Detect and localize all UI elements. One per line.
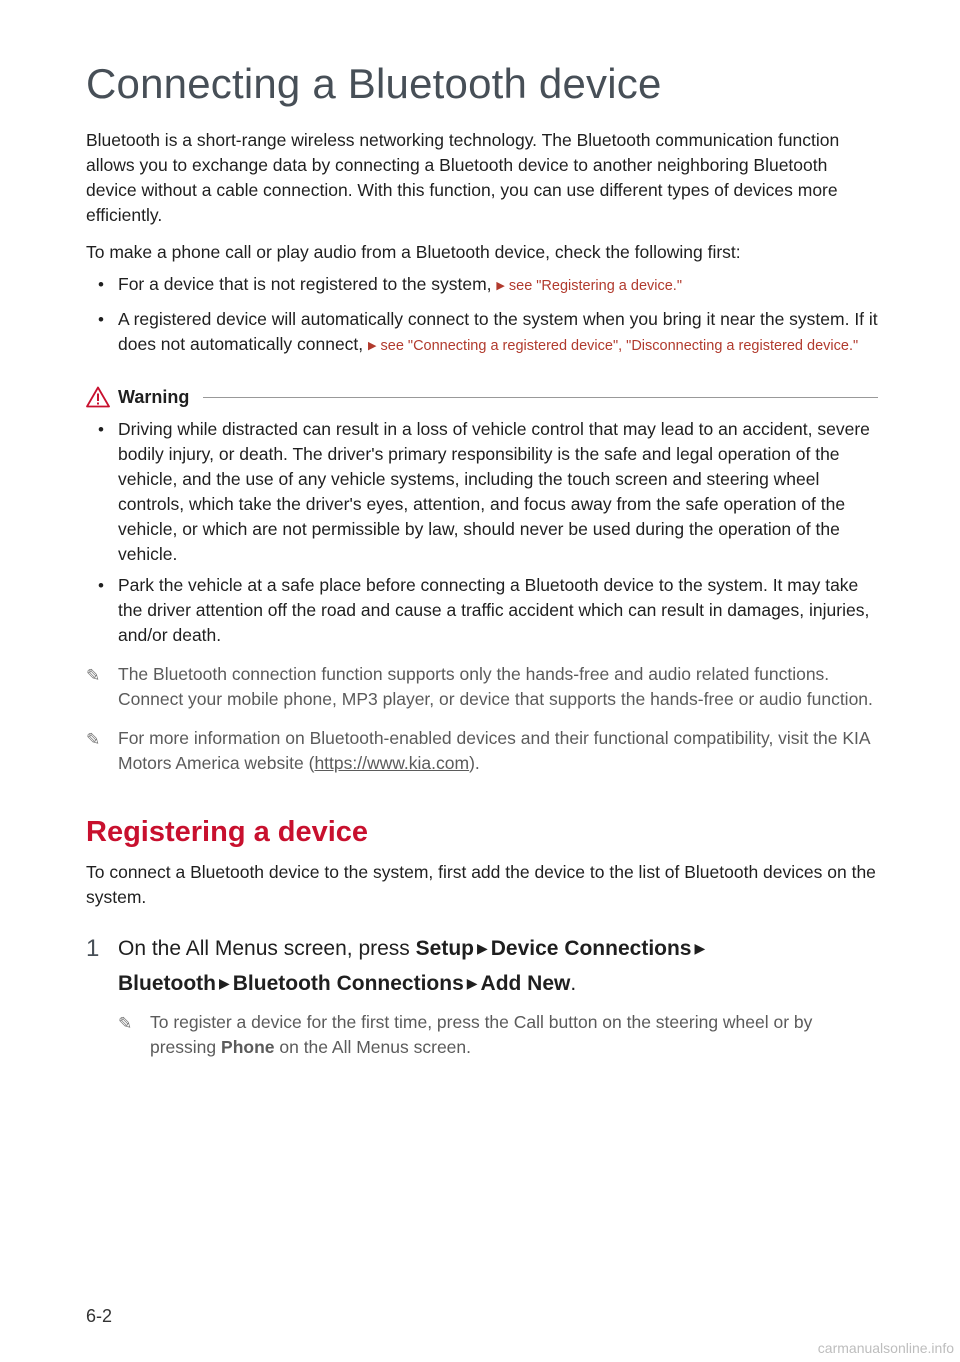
triangle-right-icon: ▶ xyxy=(496,280,505,292)
page-number: 6-2 xyxy=(86,1306,113,1326)
warning-title: Warning xyxy=(118,386,190,407)
arrow-right-icon: ▶ xyxy=(466,975,478,991)
section-intro: To connect a Bluetooth device to the system, first add the device to the list of Bluetooth devices on the system. xyxy=(86,862,876,907)
page-title: Connecting a Bluetooth device xyxy=(86,60,662,107)
menu-path-setup: Setup xyxy=(415,937,474,960)
list-item xyxy=(86,272,878,300)
page-content xyxy=(86,56,878,1060)
menu-path-add-new: Add New xyxy=(480,972,571,995)
section-title: Registering a device xyxy=(86,816,369,848)
note: ✎ The Bluetooth connection function supports only the hands-free and audio related functions. Connect your mobile phone, MP3 player, or device that supports the hands-free or audio function. xyxy=(86,664,873,709)
list-item: • Driving while distracted can result in a loss of vehicle control that may lead to an accident, severe bodily injury, or death. The driver's primary responsibility is the safe and legal operation of the vehicle, and the use of any vehicle systems, including the touch screen and steering wheel controls, which take the driver's eyes, attention, and focus away from the safe operation of the vehicle, or which are not permissible by law, should never be used during the operation of the vehicle. xyxy=(86,417,878,567)
step-1: 1 On the All Menus screen, press Setup ▶ Device Connections ▶ Bluetooth ▶ Bluetooth Connections ▶ Add New. xyxy=(86,932,878,1002)
menu-path-bluetooth-connections: Bluetooth Connections xyxy=(232,972,464,995)
cross-reference-link[interactable]: ▶ see "Registering a device." xyxy=(496,278,682,294)
list-item xyxy=(86,307,878,360)
menu-path-bluetooth: Bluetooth xyxy=(118,972,216,995)
step-note: ✎ To register a device for the first time, press the Call button on the steering wheel or by pressing Phone on the All Menus screen. xyxy=(118,1012,813,1057)
list-item-text: For a device that is not registered to the system, xyxy=(118,274,497,294)
check-list xyxy=(86,272,878,360)
arrow-right-icon: ▶ xyxy=(218,975,230,991)
intro-paragraph: Bluetooth is a short-range wireless networking technology. The Bluetooth communication function allows you to exchange data by connecting a Bluetooth device to another neighboring Bluetooth device without a cable connection. With this function, you can use different types of devices more efficiently. xyxy=(86,130,840,225)
warning-triangle-icon xyxy=(86,386,110,408)
arrow-right-icon: ▶ xyxy=(694,940,706,956)
list-item-text: A registered device will automatically connect to the system when you bring it near the system. If it does not automatically connect, xyxy=(118,309,878,354)
list-item: • Park the vehicle at a safe place before connecting a Bluetooth device to the system. It may take the driver attention off the road and cause a traffic accident which can result in damages, injuries, and/or death. xyxy=(86,573,878,648)
pencil-icon: ✎ xyxy=(86,666,101,685)
menu-path-device-connections: Device Connections xyxy=(490,937,692,960)
step-number: 1 xyxy=(86,935,100,962)
check-intro: To make a phone call or play audio from a Bluetooth device, check the following first: xyxy=(86,242,741,262)
pencil-icon: ✎ xyxy=(86,730,101,749)
watermark: carmanualsonline.info xyxy=(817,1340,954,1356)
triangle-right-icon: ▶ xyxy=(368,340,377,352)
cross-reference-link[interactable]: ▶ see "Connecting a registered device", "Disconnecting a registered device." xyxy=(368,338,859,354)
divider xyxy=(203,397,878,398)
warning-header xyxy=(86,386,878,408)
note: ✎ For more information on Bluetooth-enabled devices and their functional compatibility, visit the KIA Motors America website (https://www.kia.com). xyxy=(86,728,870,773)
arrow-right-icon: ▶ xyxy=(476,940,488,956)
kia-website-link[interactable]: https://www.kia.com xyxy=(314,753,470,773)
warning-list xyxy=(86,417,878,648)
pencil-icon: ✎ xyxy=(118,1014,133,1033)
